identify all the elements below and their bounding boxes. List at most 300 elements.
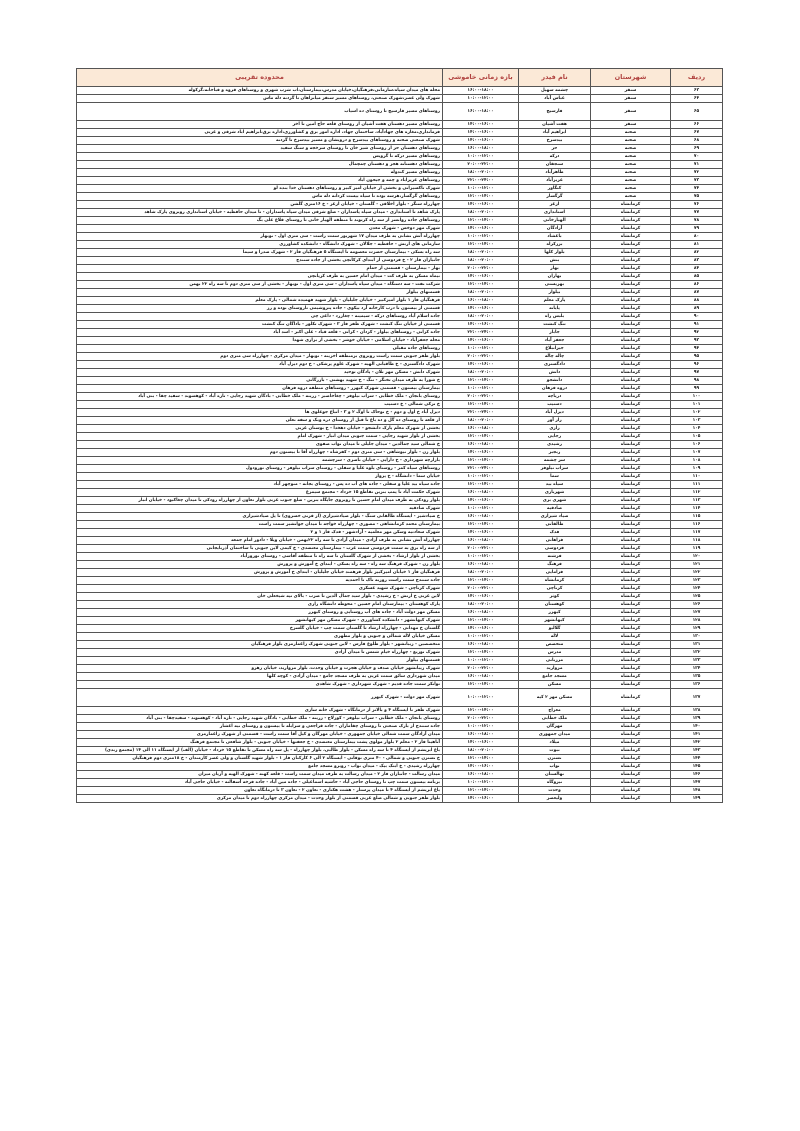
outage-time-cell: ۱۲:۰۰-۱۴:۰۰ xyxy=(443,217,519,225)
area-cell: برنامه بیستون سمت چپ تا روستای حاجی آباد - حاشیه اسماعیلی - جاده مین آباد - جاده فرخه آسفالته - خیابان حاجی آباد xyxy=(77,779,443,787)
city-cell: کرمانشاه xyxy=(591,617,671,625)
outage-time-cell: ۱۴:۰۰-۱۶:۰۰ xyxy=(443,497,519,505)
outage-time-cell: ۱۶:۰۰-۱۸:۰۰ xyxy=(443,609,519,617)
city-cell: کرمانشاه xyxy=(591,353,671,361)
outage-time-cell: ۱۶:۰۰-۱۸:۰۰ xyxy=(443,561,519,569)
row-number-cell: ۷۲ xyxy=(671,169,723,177)
table-row xyxy=(77,433,723,441)
feeder-cell: بلبس راه xyxy=(519,313,591,321)
area-cell: لاین غربی خ ارتش - خ رشیدی - بلوار سید جمال الدین تا ضرب - بالای تپه شیخعلی خان xyxy=(77,593,443,601)
outage-time-cell: ۱۲:۰۰-۱۴:۰۰ xyxy=(443,787,519,795)
city-cell: کرمانشاه xyxy=(591,281,671,289)
area-cell: بخشی از بلوار شهید رجایی - سمت جنوبی میدان انبار - شهرک امام xyxy=(77,433,443,441)
area-cell: پارک کوهستان - بیمارستان امام حسین - محوطه دانشگاه رازی xyxy=(77,601,443,609)
city-cell: کرمانشاه xyxy=(591,537,671,545)
area-cell: جاده سنندج از بارک صنعتی تا روستای چقاماران - جاده قراجعی و سرابله تا بیستون و روستای نیه اغشار xyxy=(77,723,443,731)
table-row xyxy=(77,161,723,169)
outage-time-cell: ۱۴:۰۰-۱۶:۰۰ xyxy=(443,361,519,369)
row-number-cell: ۸۱ xyxy=(671,241,723,249)
area-cell: میدان شهرداری سائق سمت غربی به طرف مسجد جامع - میدان آزادی - کوچه کلها xyxy=(77,673,443,681)
area-cell: شهرک مهر دولت - شهرک کیهزر xyxy=(77,689,443,707)
area-cell: شهرک ظفر تا ایستگاه ۴ و بالاتر از درمانگاه - شهرک خانه سازی xyxy=(77,707,443,715)
outage-time-cell: ۲۰:۰۰-۲۲:۰۰ xyxy=(443,393,519,401)
table-row xyxy=(77,689,723,707)
city-cell: کرمانشاه xyxy=(591,481,671,489)
feeder-cell: فراهانی xyxy=(519,537,591,545)
city-cell: کرمانشاه xyxy=(591,731,671,739)
feeder-cell: بهاران xyxy=(519,273,591,281)
area-cell: روستاهای مسیر فارسیج تا روستای ده اسیاب xyxy=(77,103,443,121)
area-cell: نیماه مسکن به طرف کت - میدان امام حسین به طرف کرپانچی xyxy=(77,273,443,281)
city-cell: کرمانشاه xyxy=(591,561,671,569)
feeder-cell: سما xyxy=(519,473,591,481)
area-cell: بیمارستان محمد کرمانشاهی - مصوری - چهارراه خواجه تا میدان جوانشیر سمت راست xyxy=(77,521,443,529)
table-row xyxy=(77,241,723,249)
feeder-cell: رنجبر xyxy=(519,449,591,457)
row-number-cell: ۱۱۷ xyxy=(671,529,723,537)
feeder-cell: نیروگاه xyxy=(519,779,591,787)
area-cell: شهرک دادگستری - خ طاقبانی الهیه - شهرک علوم پزشکی - خ دوم دیزل آباد xyxy=(77,361,443,369)
row-number-cell: ۹۷ xyxy=(671,369,723,377)
area-cell: چهارراه آتش نشانی به طرف آزادی - میدان آزادی تا سه راه ۲۲بهمن - خیابان ویلا - دادور امام جمعه xyxy=(77,537,443,545)
city-cell: کرمانشاه xyxy=(591,529,671,537)
city-cell: کرمانشاه xyxy=(591,409,671,417)
city-cell: کرمانشاه xyxy=(591,449,671,457)
row-number-cell: ۱۱۴ xyxy=(671,505,723,513)
outage-time-cell: ۲۰:۰۰-۲۲:۰۰ xyxy=(443,161,519,169)
outage-time-cell: ۱۲:۰۰-۱۴:۰۰ xyxy=(443,457,519,465)
feeder-cell: بنش xyxy=(519,257,591,265)
feeder-cell: دانشجو xyxy=(519,377,591,385)
city-cell: کرمانشاه xyxy=(591,257,671,265)
area-cell: قسمتی از خیابان تنگ کنشت - شهرک ظفر فاز ۳ - شهرک تکلور - باداگان تنگ کنشت xyxy=(77,321,443,329)
outage-time-cell: ۱۸:۰۰-۲۰:۰۰ xyxy=(443,569,519,577)
table-row xyxy=(77,417,723,425)
table-row xyxy=(77,281,723,289)
outage-time-cell: ۱۰:۰۰-۱۲:۰۰ xyxy=(443,185,519,193)
outage-time-cell: ۱۲:۰۰-۱۴:۰۰ xyxy=(443,433,519,441)
table-row xyxy=(77,441,723,449)
feeder-cell: متحصص xyxy=(519,641,591,649)
city-cell: کرمانشاه xyxy=(591,249,671,257)
outage-time-cell: ۱۰:۰۰-۱۲:۰۰ xyxy=(443,95,519,103)
area-cell: سه راه بسکی - بیمارستان حضرت معصومه تا ایستگاه ۵ فرهنگیان فاز ۲ - شهرک صدرا و سیما xyxy=(77,249,443,257)
city-cell: صحنه xyxy=(591,145,671,153)
city-cell: کرمانشاه xyxy=(591,625,671,633)
feeder-cell: رشیدی xyxy=(519,441,591,449)
table-row xyxy=(77,209,723,217)
table-row xyxy=(77,537,723,545)
row-number-cell: ۶۶ xyxy=(671,121,723,129)
outage-time-cell: ۱۶:۰۰-۱۸:۰۰ xyxy=(443,425,519,433)
table-row xyxy=(77,723,723,731)
table-row xyxy=(77,771,723,779)
row-number-cell: ۱۱۸ xyxy=(671,537,723,545)
feeder-cell: رجایی xyxy=(519,433,591,441)
row-number-cell: ۱۴۰ xyxy=(671,723,723,731)
row-number-cell: ۱۲۸ xyxy=(671,617,723,625)
feeder-cell: حر xyxy=(519,145,591,153)
row-number-cell: ۱۱۶ xyxy=(671,521,723,529)
feeder-cell: طالقانی xyxy=(519,521,591,529)
row-number-cell: ۹۵ xyxy=(671,353,723,361)
city-cell: کرمانشاه xyxy=(591,763,671,771)
outage-time-cell: ۱۲:۰۰-۱۴:۰۰ xyxy=(443,521,519,529)
feeder-cell: آزادگان xyxy=(519,225,591,233)
table-row xyxy=(77,169,723,177)
feeder-cell: جاباز xyxy=(519,329,591,337)
area-cell: شهرک توزیع - چهارراه خیام شمس تا میدان آزادی xyxy=(77,649,443,657)
city-cell: سنقر xyxy=(591,95,671,103)
area-cell: روستاهای مسیر دهستان هفت آشیان از روستای قلعه حاج امین تا اخر xyxy=(77,121,443,129)
area-cell: شهرک مهر دوخس - شهرک معدن xyxy=(77,225,443,233)
feeder-cell: گرگسار xyxy=(519,193,591,201)
area-cell: شرکت نفت - سه دستگاه - میدان سپاه پاسداران - سی متری اول - نوبهار - بخشی از سی متری دوم تا سه راه ۲۲ بهمن xyxy=(77,281,443,289)
outage-time-cell: ۱۲:۰۰-۱۴:۰۰ xyxy=(443,681,519,689)
table-row xyxy=(77,137,723,145)
area-cell: توانکر سمت جاده قدیم - شهرک شهرداری - شهرک شاهدی xyxy=(77,681,443,689)
outage-time-cell: ۲۰:۰۰-۲۲:۰۰ xyxy=(443,715,519,723)
area-cell: بهار - بیمارستان - قسمتی از حمام xyxy=(77,265,443,273)
outage-time-cell: ۱۸:۰۰-۲۰:۰۰ xyxy=(443,257,519,265)
table-row xyxy=(77,305,723,313)
city-cell: کرمانشاه xyxy=(591,297,671,305)
area-cell: قسمتهای بیلوار xyxy=(77,657,443,665)
table-row xyxy=(77,225,723,233)
feeder-cell: ملک خطابی xyxy=(519,715,591,723)
feeder-cell: فرامایی xyxy=(519,569,591,577)
city-cell: کرمانشاه xyxy=(591,305,671,313)
table-row xyxy=(77,353,723,361)
feeder-cell: جعفر آباد xyxy=(519,337,591,345)
outage-time-cell: ۱۶:۰۰-۱۸:۰۰ xyxy=(443,771,519,779)
outage-time-cell: ۲۲:۰۰-۲۴:۰۰ xyxy=(443,329,519,337)
table-row xyxy=(77,601,723,609)
table-row xyxy=(77,193,723,201)
area-cell: مسکن خیابان لاله شمالی و جنوبی و بلوار مطهری xyxy=(77,633,443,641)
row-number-cell: ۸۲ xyxy=(671,249,723,257)
city-cell: کرمانشاه xyxy=(591,385,671,393)
feeder-cell: نواب xyxy=(519,763,591,771)
outage-time-cell: ۲۰:۰۰-۲۲:۰۰ xyxy=(443,353,519,361)
city-cell: کرمانشاه xyxy=(591,681,671,689)
area-cell: روستاهای دهستان حر از روستای شیر خان تا روستای سرخجه و سنگ سفید xyxy=(77,145,443,153)
area-cell: شهرک ولی عصر،شهرک صنعتی، روستاهای مسیر سنقر میانراهان تا گردنه دله ماس xyxy=(77,95,443,103)
table-row xyxy=(77,377,723,385)
outage-time-cell: ۱۲:۰۰-۱۴:۰۰ xyxy=(443,481,519,489)
area-cell: روستاهای دهستانه هجر و دهستان چمچمال xyxy=(77,161,443,169)
row-number-cell: ۱۲۴ xyxy=(671,585,723,593)
outage-time-cell: ۱۰:۰۰-۱۲:۰۰ xyxy=(443,153,519,161)
feeder-cell: نهالستان xyxy=(519,771,591,779)
city-cell: کرمانشاه xyxy=(591,569,671,577)
outage-time-cell: ۱۸:۰۰-۲۰:۰۰ xyxy=(443,369,519,377)
outage-time-cell: ۱۴:۰۰-۱۶:۰۰ xyxy=(443,593,519,601)
row-number-cell: ۱۴۵ xyxy=(671,763,723,771)
table-row xyxy=(77,369,723,377)
table-row xyxy=(77,393,723,401)
feeder-cell: مروارید xyxy=(519,665,591,673)
feeder-cell: کنگاور xyxy=(519,185,591,193)
outage-schedule-table xyxy=(76,68,723,803)
row-number-cell: ۱۱۵ xyxy=(671,513,723,521)
outage-time-cell: ۱۲:۰۰-۱۴:۰۰ xyxy=(443,281,519,289)
feeder-cell: سراب نیلوفر xyxy=(519,465,591,473)
feeder-cell: صادقیه xyxy=(519,505,591,513)
feeder-cell: بیدسرخ xyxy=(519,137,591,145)
feeder-cell: هفت آشیان xyxy=(519,121,591,129)
table-row xyxy=(77,521,723,529)
feeder-cell: مسکن مهر ۲ کیه xyxy=(519,689,591,707)
area-cell: روستاهای سیاه کمر - روستای بلوه علیا و سفلی - روستای سراب نیلوفر - روستای تورودول xyxy=(77,465,443,473)
row-number-cell: ۶۷ xyxy=(671,129,723,137)
city-cell: کرمانشاه xyxy=(591,505,671,513)
row-number-cell: ۷۵ xyxy=(671,193,723,201)
outage-time-cell: ۱۰:۰۰-۱۲:۰۰ xyxy=(443,345,519,353)
area-cell: جاده سیاه بید علیا و سفلی - جاده های آب ده پس - روستای بجانه - منوچهر آباد xyxy=(77,481,443,489)
row-number-cell: ۱۰۴ xyxy=(671,425,723,433)
table-row xyxy=(77,553,723,561)
area-cell: جاده سنندج سمت راست روزبه تاک تا احمدیه xyxy=(77,577,443,585)
outage-time-cell: ۱۰:۰۰-۱۲:۰۰ xyxy=(443,723,519,731)
outage-time-cell: ۱۴:۰۰-۱۶:۰۰ xyxy=(443,201,519,209)
table-row xyxy=(77,313,723,321)
area-cell: روستاهای مسیر درکه تا گرویس xyxy=(77,153,443,161)
feeder-cell: پایانه xyxy=(519,305,591,313)
outage-time-cell: ۱۰:۰۰-۱۲:۰۰ xyxy=(443,779,519,787)
table-row xyxy=(77,681,723,689)
row-number-cell: ۱۰۱ xyxy=(671,401,723,409)
table-row xyxy=(77,121,723,129)
row-number-cell: ۹۲ xyxy=(671,329,723,337)
row-number-cell: ۱۲۰ xyxy=(671,553,723,561)
feeder-cell: پارک معلم xyxy=(519,297,591,305)
row-number-cell: ۸۹ xyxy=(671,305,723,313)
feeder-cell: میلاد xyxy=(519,739,591,747)
outage-time-cell: ۱۴:۰۰-۱۶:۰۰ xyxy=(443,795,519,803)
area-cell: فرمانداری،مغازه های جهادآباد، ساختمان جهاد، اداره امور برق و کشاورزی،اداره برق،ابراهیم اباد شرقی و غربی xyxy=(77,129,443,137)
outage-time-cell: ۱۲:۰۰-۱۴:۰۰ xyxy=(443,577,519,585)
outage-time-cell: ۱۴:۰۰-۱۶:۰۰ xyxy=(443,129,519,137)
city-cell: کرمانشاه xyxy=(591,755,671,763)
outage-time-cell: ۱۶:۰۰-۱۸:۰۰ xyxy=(443,489,519,497)
city-cell: کرمانشاه xyxy=(591,649,671,657)
feeder-cell: مرزبانی xyxy=(519,657,591,665)
city-cell: کرمانشاه xyxy=(591,593,671,601)
area-cell: چهارراه رشیدی - خ ابتک بیک - میدان نواب - روبرو مسجد جامع xyxy=(77,763,443,771)
table-row xyxy=(77,233,723,241)
feeder-cell: گلالیو xyxy=(519,625,591,633)
row-number-cell: ۱۴۲ xyxy=(671,739,723,747)
row-number-cell: ۱۲۵ xyxy=(671,593,723,601)
table-row xyxy=(77,273,723,281)
outage-time-cell: ۱۴:۰۰-۱۶:۰۰ xyxy=(443,121,519,129)
feeder-cell: شهری بری xyxy=(519,497,591,505)
outage-time-cell: ۱۴:۰۰-۱۶:۰۰ xyxy=(443,763,519,771)
city-cell: صحنه xyxy=(591,169,671,177)
area-cell: فرهنگیان فاز ۱ بلوار امیرکبیر - خیابان جلیلیان - بلوار شهید فهمیده شمالی - پارک معلم xyxy=(77,297,443,305)
city-cell: صحنه xyxy=(591,177,671,185)
city-cell: صحنه xyxy=(591,161,671,169)
table-row xyxy=(77,361,723,369)
area-cell: جانبازان فاز ۲ - خ فردوسی از ابتدای کرکانچی بخشی از جاده سنندج xyxy=(77,257,443,265)
area-cell: شهرک کرناچی - شهرک شهید عسکری xyxy=(77,585,443,593)
city-cell: کرمانشاه xyxy=(591,233,671,241)
table-row xyxy=(77,425,723,433)
outage-time-cell: ۱۲:۰۰-۱۴:۰۰ xyxy=(443,755,519,763)
area-cell: خ شورا به طرف میدان تختگر - تنگ - خ شهید بهشتی - بازرگانی xyxy=(77,377,443,385)
area-cell: خ صیادشیر - ایستگاه طالقانی سنگ - بلوار صیادشیرازی (از قرنی خسروی) تا پل صیادشیرازی xyxy=(77,513,443,521)
row-number-cell: ۷۷ xyxy=(671,209,723,217)
row-number-cell: ۷۸ xyxy=(671,217,723,225)
area-cell: چهارراه سنگر - بلوار اخلاقی - گلستان - خیابان ازغر - خ ۱۶متری گلشن xyxy=(77,201,443,209)
table-row xyxy=(77,747,723,755)
table-row xyxy=(77,385,723,393)
row-number-cell: ۷۴ xyxy=(671,185,723,193)
area-cell: بخشی از شهرک معلم پارک دانشجو - خیابان دهخدا - خ بوستان غربی xyxy=(77,425,443,433)
outage-time-cell: ۱۶:۰۰-۱۸:۰۰ xyxy=(443,641,519,649)
outage-time-cell: ۱۰:۰۰-۱۲:۰۰ xyxy=(443,505,519,513)
area-cell: میدان رسالت - جانبازان فاز ۲ - میدان رسالت به طرف میدان سمت راست - قلعه کهنه - شهرک الهیه و آزیان میزان xyxy=(77,771,443,779)
outage-time-cell: ۱۰:۰۰-۱۲:۰۰ xyxy=(443,385,519,393)
feeder-cell: مسجد جامع xyxy=(519,673,591,681)
city-cell: صحنه xyxy=(591,153,671,161)
row-number-cell: ۱۱۱ xyxy=(671,481,723,489)
feeder-cell: سیاه بید xyxy=(519,481,591,489)
area-cell: بازارچه شهرداری - خ دارایی - خیابان ناصری - سرچشمه xyxy=(77,457,443,465)
row-number-cell: ۸۰ xyxy=(671,233,723,241)
city-cell: کرمانشاه xyxy=(591,601,671,609)
table-row xyxy=(77,569,723,577)
table-row xyxy=(77,185,723,193)
table-row xyxy=(77,609,723,617)
table-row xyxy=(77,763,723,771)
row-number-cell: ۹۰ xyxy=(671,313,723,321)
row-number-cell: ۱۰۸ xyxy=(671,457,723,465)
row-number-cell: ۱۴۹ xyxy=(671,795,723,803)
header-city: شهرستان xyxy=(591,69,671,87)
city-cell: کرمانشاه xyxy=(591,521,671,529)
feeder-cell: تنگ کنشت xyxy=(519,321,591,329)
city-cell: کرمانشاه xyxy=(591,273,671,281)
city-cell: کرمانشاه xyxy=(591,289,671,297)
table-row xyxy=(77,289,723,297)
row-number-cell: ۱۰۷ xyxy=(671,449,723,457)
area-cell: روستای بانجان - ملک خطابی - سراب نیلوفر - چغاخاضبر - زرینه - ملک خطابی - بادگان شهید رجایی - تازه آباد - کوهسوند - سفید چقا - بنی آباد xyxy=(77,393,443,401)
feeder-cell: فردوسی xyxy=(519,545,591,553)
table-row xyxy=(77,545,723,553)
table-row xyxy=(77,649,723,657)
row-number-cell: ۱۱۲ xyxy=(671,489,723,497)
feeder-cell: عباس آباد xyxy=(519,95,591,103)
outage-time-cell: ۱۰:۰۰-۱۲:۰۰ xyxy=(443,689,519,707)
table-row xyxy=(77,265,723,273)
row-number-cell: ۶۵ xyxy=(671,103,723,121)
row-number-cell: ۹۸ xyxy=(671,377,723,385)
feeder-cell: بهار xyxy=(519,265,591,273)
feeder-cell: کوثر xyxy=(519,593,591,601)
row-number-cell: ۷۱ xyxy=(671,161,723,169)
city-cell: سنقر xyxy=(591,121,671,129)
row-number-cell: ۱۲۳ xyxy=(671,577,723,585)
area-cell: گلستان خ مهدانی - چهارراه ارشاد تا گلستان سمت چپ - خیابان گلسرخ xyxy=(77,625,443,633)
city-cell: کرمانشاه xyxy=(591,209,671,217)
city-cell: کرمانشاه xyxy=(591,585,671,593)
table-row xyxy=(77,257,723,265)
outage-time-cell: ۱۴:۰۰-۱۶:۰۰ xyxy=(443,305,519,313)
feeder-cell: بلوار کلها xyxy=(519,249,591,257)
row-number-cell: ۸۴ xyxy=(671,265,723,273)
city-cell: کرمانشاه xyxy=(591,577,671,585)
table-row xyxy=(77,177,723,185)
feeder-cell: نبوت xyxy=(519,747,591,755)
outage-time-cell: ۱۴:۰۰-۱۶:۰۰ xyxy=(443,225,519,233)
area-cell: شهرک صادقیه xyxy=(77,505,443,513)
row-number-cell: ۱۲۲ xyxy=(671,569,723,577)
table-row xyxy=(77,345,723,353)
outage-time-cell: ۱۶:۰۰-۱۸:۰۰ xyxy=(443,297,519,305)
row-number-cell: ۶۴ xyxy=(671,95,723,103)
row-number-cell: ۱۳۱ xyxy=(671,641,723,649)
city-cell: کرمانشاه xyxy=(591,641,671,649)
row-number-cell: ۱۰۰ xyxy=(671,393,723,401)
city-cell: کرمانشاه xyxy=(591,417,671,425)
row-number-cell: ۱۰۳ xyxy=(671,417,723,425)
feeder-cell: فدک xyxy=(519,529,591,537)
feeder-cell: درکه xyxy=(519,153,591,161)
row-number-cell: ۱۲۶ xyxy=(671,601,723,609)
feeder-cell: مدرس xyxy=(519,649,591,657)
feeder-cell: چاله چاله xyxy=(519,353,591,361)
feeder-cell: فرشته xyxy=(519,553,591,561)
feeder-cell: میدان جمهوری xyxy=(519,731,591,739)
outage-time-cell: ۱۲:۰۰-۱۴:۰۰ xyxy=(443,193,519,201)
outage-time-cell: ۱۶:۰۰-۱۸:۰۰ xyxy=(443,513,519,521)
row-number-cell: ۶۳ xyxy=(671,87,723,95)
area-cell: از قلعه تا روستای ده گل و ده باغ تا قبل از روستای دره ونک و سفه نعلی xyxy=(77,417,443,425)
row-number-cell: ۱۳۶ xyxy=(671,681,723,689)
row-number-cell: ۱۰۵ xyxy=(671,433,723,441)
outage-time-cell: ۱۰:۰۰-۱۲:۰۰ xyxy=(443,633,519,641)
table-row xyxy=(77,633,723,641)
row-number-cell: ۱۲۹ xyxy=(671,625,723,633)
row-number-cell: ۶۹ xyxy=(671,145,723,153)
feeder-cell: دستیب xyxy=(519,401,591,409)
outage-time-cell: ۱۴:۰۰-۱۶:۰۰ xyxy=(443,625,519,633)
outage-time-cell: ۱۸:۰۰-۲۰:۰۰ xyxy=(443,209,519,217)
feeder-cell: فرهنگ xyxy=(519,561,591,569)
outage-time-cell: ۱۰:۰۰-۱۲:۰۰ xyxy=(443,233,519,241)
feeder-cell: کرمانشاه xyxy=(519,577,591,585)
feeder-cell: بهزیستی xyxy=(519,281,591,289)
city-cell: کرمانشاه xyxy=(591,771,671,779)
area-cell: بلوار ظفر جنوبی و شمالی ضلع غربی قسمتی از بلوار وحدت - میدان مرکزی چهارراه دوم تا میدان مرکزی xyxy=(77,795,443,803)
table-row xyxy=(77,457,723,465)
table-row xyxy=(77,481,723,489)
outage-time-cell: ۱۶:۰۰-۱۸:۰۰ xyxy=(443,537,519,545)
city-cell: کرمانشاه xyxy=(591,345,671,353)
outage-time-cell: ۲۲:۰۰-۲۴:۰۰ xyxy=(443,465,519,473)
feeder-cell: دریاچه xyxy=(519,393,591,401)
outage-time-cell: ۱۶:۰۰-۱۸:۰۰ xyxy=(443,145,519,153)
row-number-cell: ۱۲۷ xyxy=(671,609,723,617)
table-row xyxy=(77,625,723,633)
city-cell: کرمانشاه xyxy=(591,787,671,795)
city-cell: کرمانشاه xyxy=(591,337,671,345)
outage-time-cell: ۱۸:۰۰-۲۰:۰۰ xyxy=(443,601,519,609)
outage-time-cell: ۱۶:۰۰-۱۸:۰۰ xyxy=(443,103,519,121)
area-cell: پارک شاهد تا استانداری - میدان سپاه پاسداران - ضلع شرقی میدان سپاه پاسداران - تا میدان حافظیه - خیابان استانداری روبروی پارک شاهد xyxy=(77,209,443,217)
